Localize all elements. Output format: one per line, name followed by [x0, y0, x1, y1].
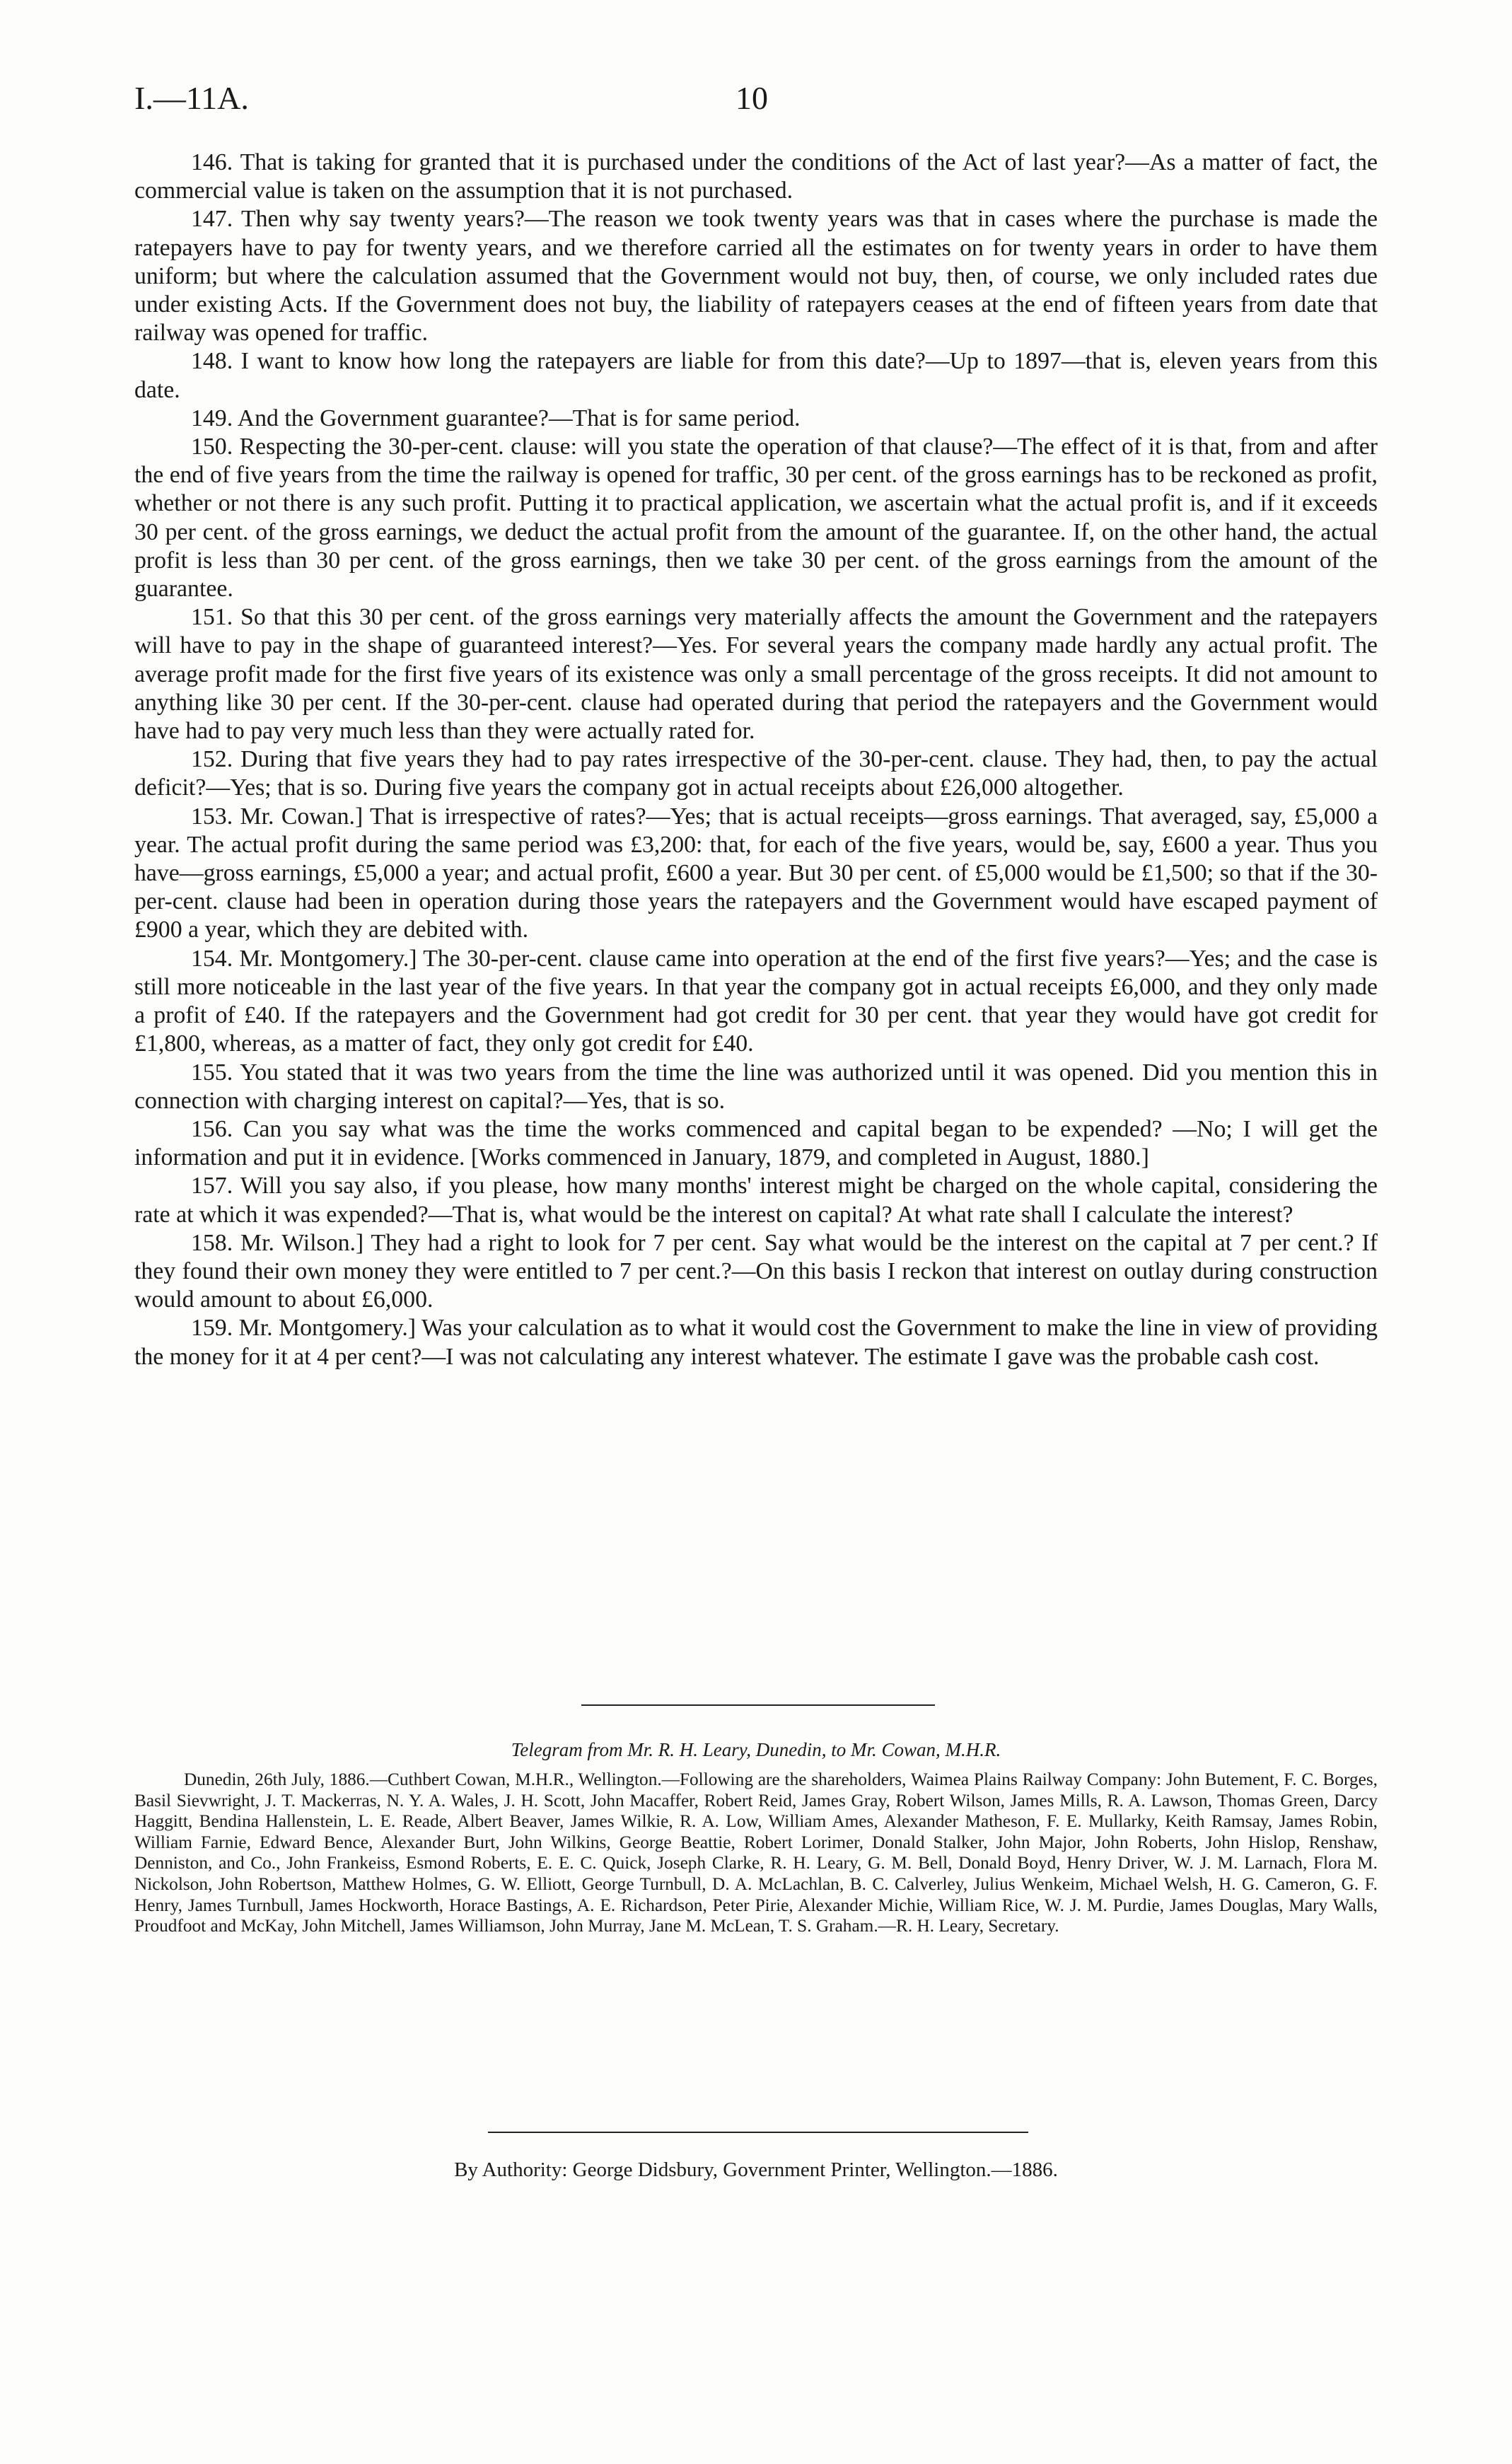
- telegram-body: Dunedin, 26th July, 1886.—Cuthbert Cowan, M.H.R., Wellington.—Following are the shareholders, Waimea Plains Railway Company: John Butement, F. C. Borges, Basil Sievwright, J. T. Mackerras, N. Y. A. Wales, J. H. Scott, John Macaffer, Robert Reid, James Gray, Robert Wilson, James Mills, R. A. Lawson, Thomas Green, Darcy Haggitt, Bendina Hallenstein, L. E. Reade, Albert Beaver, James Wilkie, R. A. Low, William Ames, Alexander Matheson, F. E. Mullarky, Keith Ramsay, James Robin, William Farnie, Edward Bence, Alexander Burt, John Wilkins, George Beattie, Robert Lorimer, Donald Stalker, John Major, John Roberts, John Hislop, Renshaw, Denniston, and Co., John Frankeiss, Esmond Roberts, E. E. C. Quick, Joseph Clarke, R. H. Leary, G. M. Bell, Donald Boyd, Henry Driver, W. J. M. Larnach, Flora M. Nickolson, John Robertson, Matthew Holmes, G. W. Elliott, George Turnbull, D. A. McLachlan, B. C. Calverley, Julius Wenkeim, Michael Welsh, H. G. Cameron, G. F. Henry, James Turnbull, James Hockworth, Horace Bastings, A. E. Richardson, Peter Pirie, Alexander Michie, William Rice, W. J. M. Purdie, James Douglas, Mary Walls, Proudfoot and McKay, John Mitchell, James Williamson, John Murray, Jane M. McLean, T. S. Graham.—R. H. Leary, Secretary.: [134, 1769, 1378, 1936]
- paragraph-155: 155. You stated that it was two years from the time the line was authorized until it was opened. Did you mention this in connection with charging interest on capital?—Yes, that is so.: [134, 1059, 1378, 1114]
- printer-imprint: By Authority: George Didsbury, Government Printer, Wellington.—1886.: [454, 2158, 1058, 2181]
- section-divider: [581, 1704, 935, 1706]
- imprint-divider: [488, 2132, 1028, 2133]
- paragraph-147: 147. Then why say twenty years?—The reason we took twenty years was that in cases where the purchase is made the ratepayers have to pay for twenty years, and we therefore carried all the estimates on for twenty years in order to have them uniform; but where the calculation assumed that the Government would not buy, then, of course, we only included rates due under existing Acts. If the Government does not buy, the liability of ratepayers ceases at the end of fifteen years from date that railway was opened for traffic.: [134, 206, 1378, 347]
- page-header: [134, 79, 1378, 129]
- paragraph-146: 146. That is taking for granted that it is purchased under the conditions of the Act of last year?—As a matter of fact, the commercial value is taken on the assumption that it is not purchased.: [134, 149, 1378, 204]
- paragraph-154: 154. Mr. Montgomery.] The 30-per-cent. clause came into operation at the end of the first five years?—Yes; and the case is still more noticeable in the last year of the five years. In that year the company got in actual receipts £6,000, and they only made a profit of £40. If the ratepayers and the Government had got credit for 30 per cent. that year they would have got credit for £1,800, whereas, as a matter of fact, they only got credit for £40.: [134, 945, 1378, 1057]
- paragraph-152: 152. During that five years they had to pay rates irrespective of the 30-per-cent. clause. They had, then, to pay the actual deficit?—Yes; that is so. During five years the company got in actual receipts about £26,000 altogether.: [134, 746, 1378, 801]
- paragraph-159: 159. Mr. Montgomery.] Was your calculation as to what it would cost the Government to make the line in view of providing the money for it at 4 per cent?—I was not calculating any interest whatever. The estimate I gave was the probable cash cost.: [134, 1315, 1378, 1370]
- paragraph-151: 151. So that this 30 per cent. of the gross earnings very materially affects the amount the Government and the ratepayers will have to pay in the shape of guaranteed interest?—Yes. For several years the company made hardly any actual profit. The average profit made for the first five years of its existence was only a small percentage of the gross receipts. It did not amount to anything like 30 per cent. If the 30-per-cent. clause had operated during that period the ratepayers and the Government would have had to pay very much less than they were actually rated for.: [134, 604, 1378, 745]
- paragraph-149: 149. And the Government guarantee?—That is for same period.: [191, 405, 801, 431]
- paragraph-148: 148. I want to know how long the ratepayers are liable for from this date?—Up to 1897—that is, eleven years from this date.: [134, 348, 1378, 403]
- paragraph-156: 156. Can you say what was the time the works commenced and capital began to be expended? —No; I will get the information and put it in evidence. [Works commenced in January, 1879, and completed in August, 1880.]: [134, 1115, 1378, 1171]
- page-number: 10: [735, 80, 768, 116]
- paragraph-157: 157. Will you say also, if you please, how many months' interest might be charged on the whole capital, considering the rate at which it was expended?—That is, what would be the interest on capital? At what rate shall I calculate the interest?: [134, 1173, 1378, 1228]
- document-code: I.—11A.: [134, 80, 249, 116]
- paragraph-158: 158. Mr. Wilson.] They had a right to look for 7 per cent. Say what would be the interest on the capital at 7 per cent.? If they found their own money they were entitled to 7 per cent.?—On this basis I reckon that interest on outlay during construction would amount to about £6,000.: [134, 1229, 1378, 1313]
- paragraph-150: 150. Respecting the 30-per-cent. clause: will you state the operation of that clause?—The effect of it is that, from and after the end of five years from the time the railway is opened for traffic, 30 per cent. of the gross earnings has to be reckoned as profit, whether or not there is any such profit. Putting it to practical application, we ascertain what the actual profit is, and if it exceeds 30 per cent. of the gross earnings, we deduct the actual profit from the amount of the guarantee. If, on the other hand, the actual profit is less than 30 per cent. of the gross earnings, then we take 30 per cent. of the gross earnings from the amount of the guarantee.: [134, 434, 1378, 603]
- paragraph-153: 153. Mr. Cowan.] That is irrespective of rates?—Yes; that is actual receipts—gross earnings. That averaged, say, £5,000 a year. The actual profit during the same period was £3,200: that, for each of the five years, would be, say, £600 a year. Thus you have—gross earnings, £5,000 a year; and actual profit, £600 a year. But 30 per cent. of £5,000 would be £1,500; so that if the 30-per-cent. clause had been in operation during those years the ratepayers and the Government would have escaped payment of £900 a year, which they are debited with.: [134, 803, 1378, 943]
- telegram-title: Telegram from Mr. R. H. Leary, Dunedin, to Mr. Cowan, M.H.R.: [511, 1739, 1001, 1760]
- evidence-body: [134, 149, 1378, 1371]
